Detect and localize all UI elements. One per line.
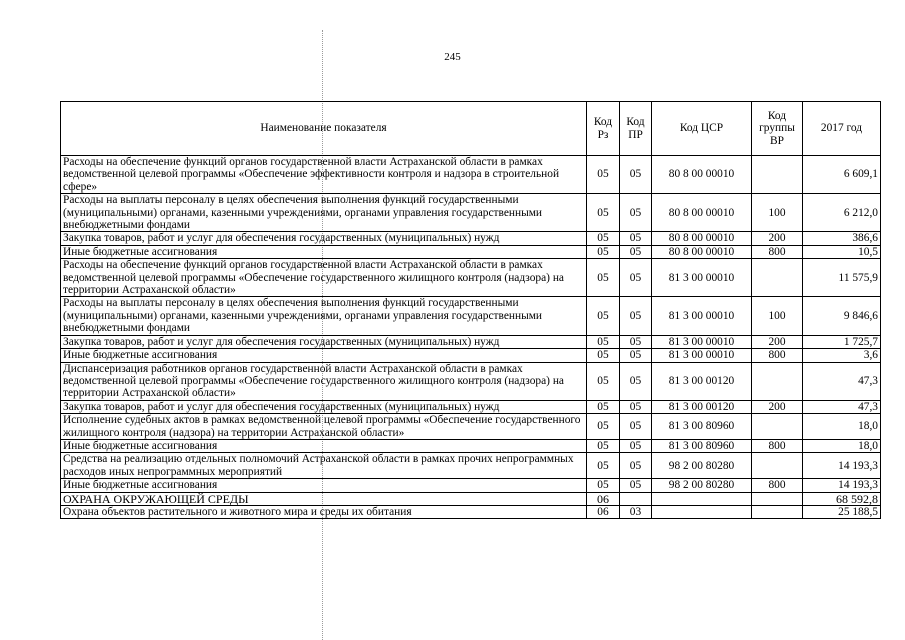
table-header-row — [61, 102, 881, 156]
table-row — [61, 245, 881, 258]
row-vr: 800 — [752, 245, 803, 258]
row-amount: 47,3 — [803, 400, 881, 413]
row-amount: 9 846,6 — [803, 297, 881, 335]
row-amount: 6 609,1 — [803, 156, 881, 194]
table-row — [61, 349, 881, 362]
row-rz: 05 — [587, 414, 620, 440]
row-name: Расходы на выплаты персоналу в целях обеспечения выполнения функций государственными (муниципальными) органами, казенными учреждениями, органами управления государственными внебюджетными фондами — [61, 297, 587, 335]
row-name: Закупка товаров, работ и услуг для обеспечения государственных (муниципальных) нужд — [61, 232, 587, 245]
row-amount: 14 193,3 — [803, 479, 881, 492]
row-csr: 81 3 00 00010 — [652, 335, 752, 348]
header-pr: Код ПР — [620, 102, 652, 156]
row-amount: 3,6 — [803, 349, 881, 362]
header-csr: Код ЦСР — [652, 102, 752, 156]
row-pr: 05 — [620, 439, 652, 452]
table-row — [61, 505, 881, 518]
table-row — [61, 259, 881, 297]
row-vr: 800 — [752, 439, 803, 452]
row-rz: 05 — [587, 400, 620, 413]
row-pr: 05 — [620, 349, 652, 362]
row-name: Иные бюджетные ассигнования — [61, 245, 587, 258]
table-row — [61, 232, 881, 245]
row-pr: 05 — [620, 297, 652, 335]
row-pr: 05 — [620, 479, 652, 492]
row-name: Иные бюджетные ассигнования — [61, 439, 587, 452]
row-name: Расходы на выплаты персоналу в целях обеспечения выполнения функций государственными (муниципальными) органами, казенными учреждениями, органами управления государственными внебюджетными фондами — [61, 194, 587, 232]
header-name: Наименование показателя — [61, 102, 587, 156]
row-pr: 05 — [620, 414, 652, 440]
row-rz: 05 — [587, 194, 620, 232]
row-pr — [620, 492, 652, 505]
row-vr: 100 — [752, 297, 803, 335]
table-row — [61, 297, 881, 335]
row-csr: 98 2 00 80280 — [652, 453, 752, 479]
row-csr: 80 8 00 00010 — [652, 245, 752, 258]
row-pr: 05 — [620, 362, 652, 400]
row-pr: 05 — [620, 335, 652, 348]
row-name: Иные бюджетные ассигнования — [61, 349, 587, 362]
table-row — [61, 156, 881, 194]
row-amount: 18,0 — [803, 414, 881, 440]
row-pr: 05 — [620, 259, 652, 297]
row-pr: 05 — [620, 194, 652, 232]
row-pr: 05 — [620, 156, 652, 194]
row-name: Расходы на обеспечение функций органов государственной власти Астраханской области в рамках ведомственной целевой программы «Обеспечение эффективности контроля и надзора в строительной сфере» — [61, 156, 587, 194]
row-name: Средства на реализацию отдельных полномочий Астраханской области в рамках прочих непрограммных расходов иных непрограммных мероприятий — [61, 453, 587, 479]
row-name: ОХРАНА ОКРУЖАЮЩЕЙ СРЕДЫ — [61, 492, 587, 505]
row-csr: 81 3 00 00120 — [652, 400, 752, 413]
row-csr: 80 8 00 00010 — [652, 194, 752, 232]
row-vr: 200 — [752, 400, 803, 413]
row-amount: 6 212,0 — [803, 194, 881, 232]
row-vr — [752, 362, 803, 400]
row-csr: 81 3 00 80960 — [652, 439, 752, 452]
row-rz: 05 — [587, 453, 620, 479]
row-name: Иные бюджетные ассигнования — [61, 479, 587, 492]
row-name: Закупка товаров, работ и услуг для обеспечения государственных (муниципальных) нужд — [61, 335, 587, 348]
row-name: Охрана объектов растительного и животного мира и среды их обитания — [61, 505, 587, 518]
row-csr: 80 8 00 00010 — [652, 232, 752, 245]
row-vr — [752, 505, 803, 518]
row-amount: 14 193,3 — [803, 453, 881, 479]
row-pr: 05 — [620, 400, 652, 413]
table-row — [61, 414, 881, 440]
row-rz: 06 — [587, 492, 620, 505]
table-row — [61, 194, 881, 232]
row-csr: 81 3 00 00010 — [652, 259, 752, 297]
table-row — [61, 335, 881, 348]
row-csr: 80 8 00 00010 — [652, 156, 752, 194]
row-name: Расходы на обеспечение функций органов государственной власти Астраханской области в рамках ведомственной целевой программы «Обеспечение государственного жилищного контроля (надзора) на территории Астраханской области» — [61, 259, 587, 297]
row-name: Закупка товаров, работ и услуг для обеспечения государственных (муниципальных) нужд — [61, 400, 587, 413]
table-row — [61, 479, 881, 492]
row-amount: 47,3 — [803, 362, 881, 400]
row-rz: 05 — [587, 439, 620, 452]
row-rz: 05 — [587, 349, 620, 362]
row-vr: 100 — [752, 194, 803, 232]
table-row — [61, 362, 881, 400]
row-vr — [752, 492, 803, 505]
row-csr — [652, 492, 752, 505]
row-rz: 05 — [587, 335, 620, 348]
table-row — [61, 453, 881, 479]
row-rz: 05 — [587, 259, 620, 297]
row-vr — [752, 156, 803, 194]
row-amount: 11 575,9 — [803, 259, 881, 297]
table-row — [61, 400, 881, 413]
row-csr: 81 3 00 80960 — [652, 414, 752, 440]
row-csr: 81 3 00 00010 — [652, 349, 752, 362]
row-csr: 98 2 00 80280 — [652, 479, 752, 492]
row-amount: 18,0 — [803, 439, 881, 452]
row-pr: 05 — [620, 453, 652, 479]
table-row — [61, 439, 881, 452]
row-name: Диспансеризация работников органов государственной власти Астраханской области в рамках ведомственной целевой программы «Обеспечение государственного жилищного контроля (надзора) на территории Астраханской области» — [61, 362, 587, 400]
budget-table — [60, 101, 881, 519]
row-amount: 1 725,7 — [803, 335, 881, 348]
row-amount: 10,5 — [803, 245, 881, 258]
row-rz: 06 — [587, 505, 620, 518]
row-csr — [652, 505, 752, 518]
row-vr — [752, 414, 803, 440]
row-vr: 800 — [752, 349, 803, 362]
row-vr — [752, 259, 803, 297]
row-pr: 03 — [620, 505, 652, 518]
row-vr: 200 — [752, 335, 803, 348]
header-vr: Код группы ВР — [752, 102, 803, 156]
row-rz: 05 — [587, 245, 620, 258]
row-rz: 05 — [587, 362, 620, 400]
row-vr: 200 — [752, 232, 803, 245]
header-amount: 2017 год — [803, 102, 881, 156]
row-rz: 05 — [587, 479, 620, 492]
row-rz: 05 — [587, 297, 620, 335]
row-name: Исполнение судебных актов в рамках ведомственной целевой программы «Обеспечение государственного жилищного контроля (надзора) на территории Астраханской области» — [61, 414, 587, 440]
header-rz: Код Рз — [587, 102, 620, 156]
row-rz: 05 — [587, 232, 620, 245]
row-amount: 25 188,5 — [803, 505, 881, 518]
row-vr — [752, 453, 803, 479]
page-number: 245 — [444, 51, 461, 63]
row-amount: 386,6 — [803, 232, 881, 245]
row-pr: 05 — [620, 245, 652, 258]
row-pr: 05 — [620, 232, 652, 245]
row-csr: 81 3 00 00010 — [652, 297, 752, 335]
row-vr: 800 — [752, 479, 803, 492]
row-csr: 81 3 00 00120 — [652, 362, 752, 400]
table-row-section — [61, 492, 881, 505]
row-rz: 05 — [587, 156, 620, 194]
row-amount: 68 592,8 — [803, 492, 881, 505]
